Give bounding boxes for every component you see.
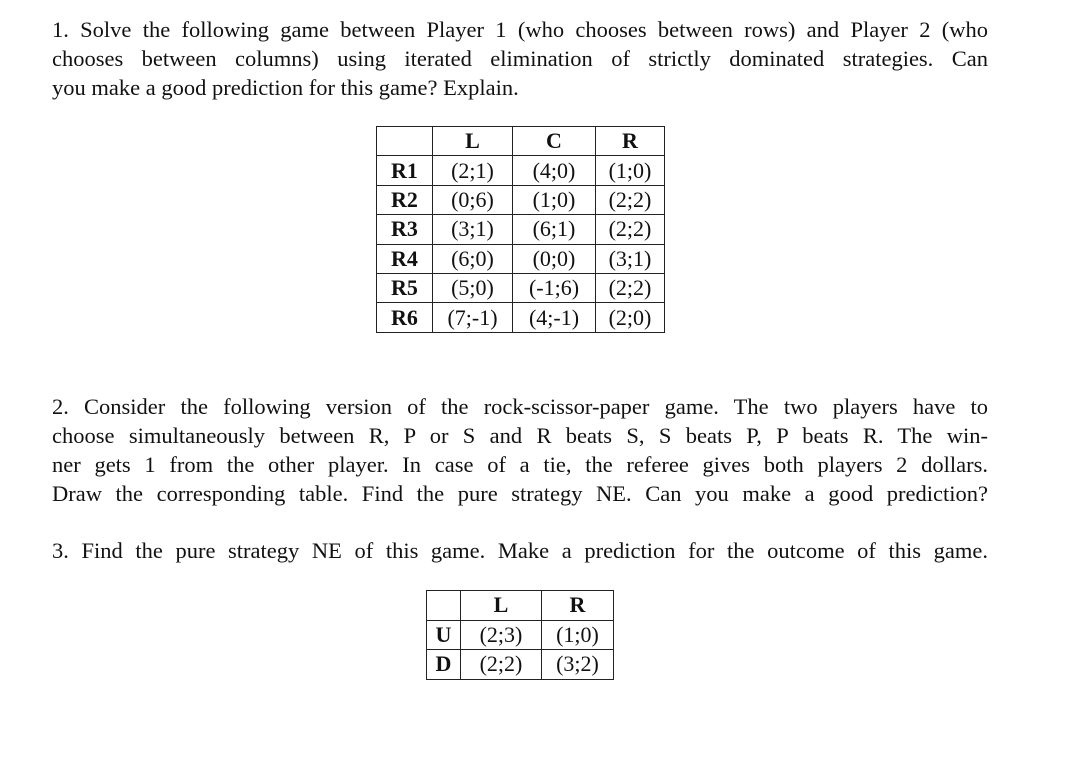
q2-line-2: choose simultaneously between R, P or S and R beats S, S beats P, P beats R. The win- xyxy=(52,423,988,448)
header-cell: R xyxy=(596,127,665,156)
payoff-cell: (7;-1) xyxy=(433,303,513,332)
row-label: R1 xyxy=(377,156,433,185)
payoff-cell: (3;1) xyxy=(596,244,665,273)
header-cell xyxy=(377,127,433,156)
payoff-cell: (2;1) xyxy=(433,156,513,185)
payoff-cell: (4;-1) xyxy=(513,303,596,332)
row-label: R6 xyxy=(377,303,433,332)
payoff-cell: (5;0) xyxy=(433,273,513,302)
q2-line-4: Draw the corresponding table. Find the pure strategy NE. Can you make a good prediction? xyxy=(52,481,988,506)
q1-line-3: you make a good prediction for this game? Explain. xyxy=(52,75,519,100)
payoff-cell: (0;6) xyxy=(433,185,513,214)
row-label: R2 xyxy=(377,185,433,214)
payoff-cell: (2;0) xyxy=(596,303,665,332)
header-cell: R xyxy=(542,591,614,621)
table-row xyxy=(427,650,614,680)
payoff-cell: (4;0) xyxy=(513,156,596,185)
payoff-cell: (2;3) xyxy=(461,620,542,650)
payoff-cell: (2;2) xyxy=(596,215,665,244)
header-cell: C xyxy=(513,127,596,156)
payoff-cell: (3;2) xyxy=(542,650,614,680)
payoff-cell: (0;0) xyxy=(513,244,596,273)
table-row xyxy=(377,244,665,273)
payoff-table-1 xyxy=(376,126,665,333)
payoff-cell: (6;1) xyxy=(513,215,596,244)
table-header-row xyxy=(377,127,665,156)
table-row xyxy=(377,215,665,244)
table-row xyxy=(427,620,614,650)
header-cell xyxy=(427,591,461,621)
q3-line-1: 3. Find the pure strategy NE of this game. Make a prediction for the outcome of this game. xyxy=(52,538,988,563)
payoff-cell: (3;1) xyxy=(433,215,513,244)
q1-line-1: 1. Solve the following game between Player 1 (who chooses between rows) and Player 2 (who xyxy=(52,17,988,42)
row-label: R5 xyxy=(377,273,433,302)
payoff-cell: (6;0) xyxy=(433,244,513,273)
payoff-cell: (1;0) xyxy=(513,185,596,214)
table-row xyxy=(377,303,665,332)
row-label: U xyxy=(427,620,461,650)
header-cell: L xyxy=(433,127,513,156)
table-header-row xyxy=(427,591,614,621)
row-label: R3 xyxy=(377,215,433,244)
row-label: R4 xyxy=(377,244,433,273)
payoff-cell: (1;0) xyxy=(596,156,665,185)
row-label: D xyxy=(427,650,461,680)
q2-line-1: 2. Consider the following version of the rock-scissor-paper game. The two players have to xyxy=(52,394,988,419)
payoff-cell: (2;2) xyxy=(461,650,542,680)
payoff-table-3 xyxy=(426,590,614,680)
q2-line-3: ner gets 1 from the other player. In case of a tie, the referee gives both players 2 dollars. xyxy=(52,452,988,477)
payoff-cell: (2;2) xyxy=(596,185,665,214)
payoff-cell: (1;0) xyxy=(542,620,614,650)
table-row xyxy=(377,185,665,214)
q1-line-2: chooses between columns) using iterated elimination of strictly dominated strategies. Can xyxy=(52,46,988,71)
header-cell: L xyxy=(461,591,542,621)
payoff-cell: (2;2) xyxy=(596,273,665,302)
payoff-cell: (-1;6) xyxy=(513,273,596,302)
table-row xyxy=(377,273,665,302)
table-row xyxy=(377,156,665,185)
